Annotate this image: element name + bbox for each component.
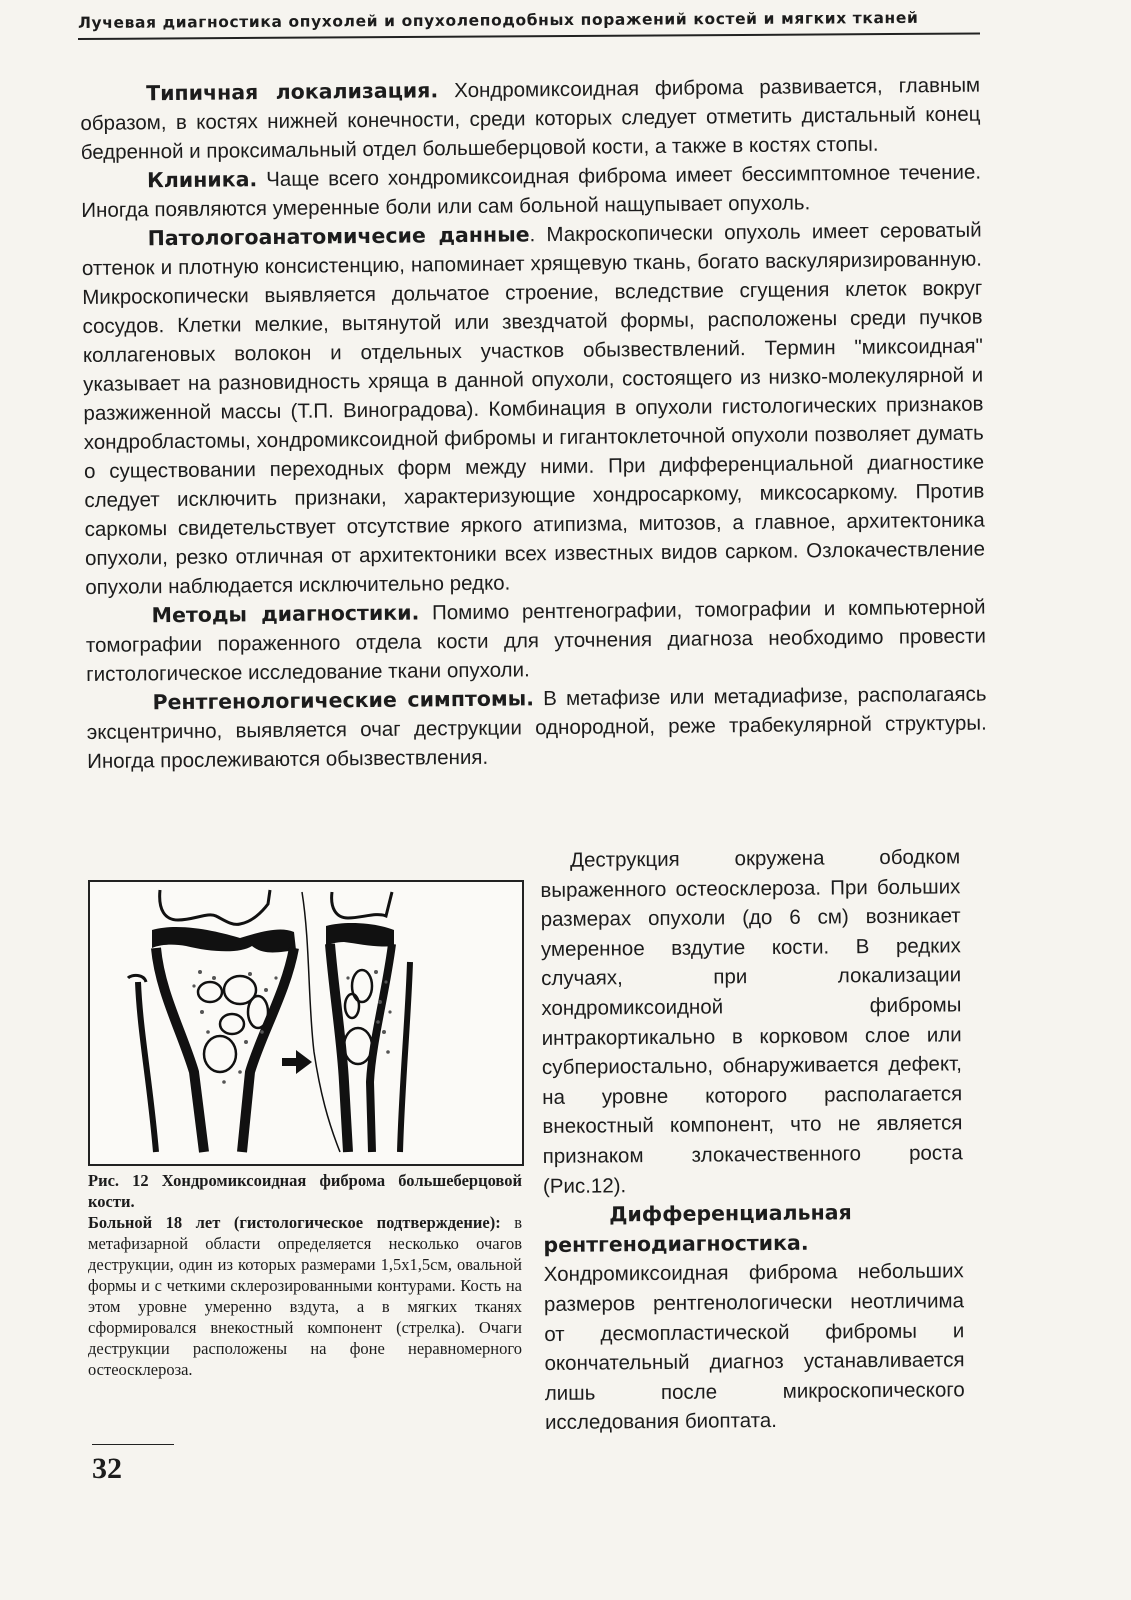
- femur-left-outline: [160, 890, 270, 924]
- running-title: Лучевая диагностика опухолей и опухолеподобных поражений костей и мягких тканей: [78, 8, 919, 32]
- fibula-head-left: [128, 975, 146, 982]
- text-methods: Помимо рентгенографии, томографии и компьютерной томографии пораженного отдела кости для уточнения диагноза необходимо провести гистологическое исследование ткани опухоли.: [85, 595, 986, 686]
- arrow-icon: [282, 1050, 312, 1074]
- femur-right-outline: [332, 892, 392, 918]
- text-localization: Хондромиксоидная фиброма развивается, главным образом, в костях нижней конечности, среди которых следует отметить дистальный конец бедренной и проксимальный отдел большеберцовой кости, а также в костях стопы.: [80, 73, 981, 164]
- paragraph-destruction: Деструкция окружена ободком выраженного остеосклероза. При больших размерах опухоли (до 6 см) возникает умеренное вздутие кости. В редких случаях, при локализации хондромиксоидной фибромы интракортикально в корковом слое или субпериостально, обнаруживается дефект, на уровне которого располагается внекостный компонент, что не является признаком злокачественного роста (Рис.12).: [540, 845, 963, 1198]
- caption-title: Рис. 12 Хондромиксоидная фиброма большеберцовой кости.: [88, 1171, 522, 1211]
- fibula-left: [138, 982, 156, 1152]
- paragraph-xray-symptoms: [86, 680, 987, 776]
- text-clinic: Чаще всего хондромиксоидная фиброма имеет бессимптомное течение. Иногда появляются умеренные боли или сам больной нащупывает опухоль.: [81, 160, 982, 222]
- heading-differential: Дифференциальная рентгенодиагностика.: [543, 1200, 852, 1257]
- heading-clinic: Клиника.: [146, 167, 258, 193]
- heading-localization: Типичная локализация.: [146, 78, 439, 106]
- lesions-right: [344, 970, 372, 1064]
- paragraph-methods: [85, 593, 986, 689]
- tibia-plateau-right: [326, 923, 394, 947]
- tibia-cortex-left-medial: [156, 948, 204, 1152]
- text-xray-symptoms: В метафизе или метадиафизе, располагаясь эксцентрично, выявляется очаг деструкции однородной, реже трабекулярной структуры. Иногда прослеживаются обызвествления.: [86, 682, 987, 773]
- caption-text: в метафизарной области определяется несколько очагов деструкции, один из которых размерами 1,5х1,5см, овальной формы и с четкими склерозированными контурами. Кость на этом уровне умеренно вздута, а в мягких тканях сформировался внекостный компонент (стрелка). Очаги деструкции расположены на фоне неравномерного остеосклероза.: [88, 1213, 522, 1379]
- paragraph-localization: [80, 71, 981, 167]
- paragraph-pathology: [82, 216, 986, 602]
- text-pathology: . Макроскопически опухоль имеет сероватый оттенок и плотную консистенцию, напоминает хрящевую ткань, богато васкуляризированную. Микроскопически выявляется дольчатое строение, вследствие сгущения клеток вокруг сосудов. Клетки мелкие, вытянутой или звездчатой формы, расположены среди пучков коллагеновых волокон и отдельных участков обызвествлений. Термин "миксоидная" указывает на разновидность хряща в данной опухоли, состоящего из низко-молекулярной и разжиженной массы (Т.П. Виноградова). Комбинация в опухоли гистологических признаков хондробластомы, хондромиксоидной фибромы и гигантоклеточной опухоли позволяет думать о существовании переходных форм между ними. При дифференциальной диагностике следует исключить признаки, характеризующие хондросаркому, миксосаркому. Против саркомы свидетельствует отсутствие яркого атипизма, митозов, а главное, архитектоника опухоли, резко отличная от архитектоники всех известных видов сарком. Озлокачествление опухоли наблюдается исключительно редко.: [81, 218, 986, 599]
- right-text-column: [540, 842, 965, 1438]
- fibula-right: [400, 962, 410, 1152]
- footer-rule: [92, 1444, 174, 1445]
- caption-patient: Больной 18 лет (гистологическое подтверждение):: [88, 1213, 501, 1232]
- tibia-cortex-right-back: [370, 944, 392, 1152]
- main-text-column: [80, 71, 987, 776]
- heading-xray-symptoms: Рентгенологические симптомы.: [152, 686, 535, 715]
- page-number: 32: [92, 1452, 122, 1485]
- bone-drawing: [90, 882, 518, 1160]
- figure-caption: [88, 1170, 522, 1380]
- heading-pathology: Патологоанатомичесие данные: [147, 222, 530, 251]
- heading-methods: Методы диагностики.: [151, 600, 420, 628]
- paragraph-differential: [543, 1197, 965, 1437]
- header-rule: [78, 32, 980, 40]
- figure-12-illustration: [88, 880, 524, 1166]
- tibia-plateau-left: [152, 927, 296, 952]
- text-differential: Хондромиксоидная фиброма небольших размеров рентгенологически неотличима от десмопластической фибромы и окончательный диагноз устанавливается лишь после микроскопического исследования биоптата.: [543, 1259, 965, 1435]
- paragraph-clinic: [81, 158, 982, 225]
